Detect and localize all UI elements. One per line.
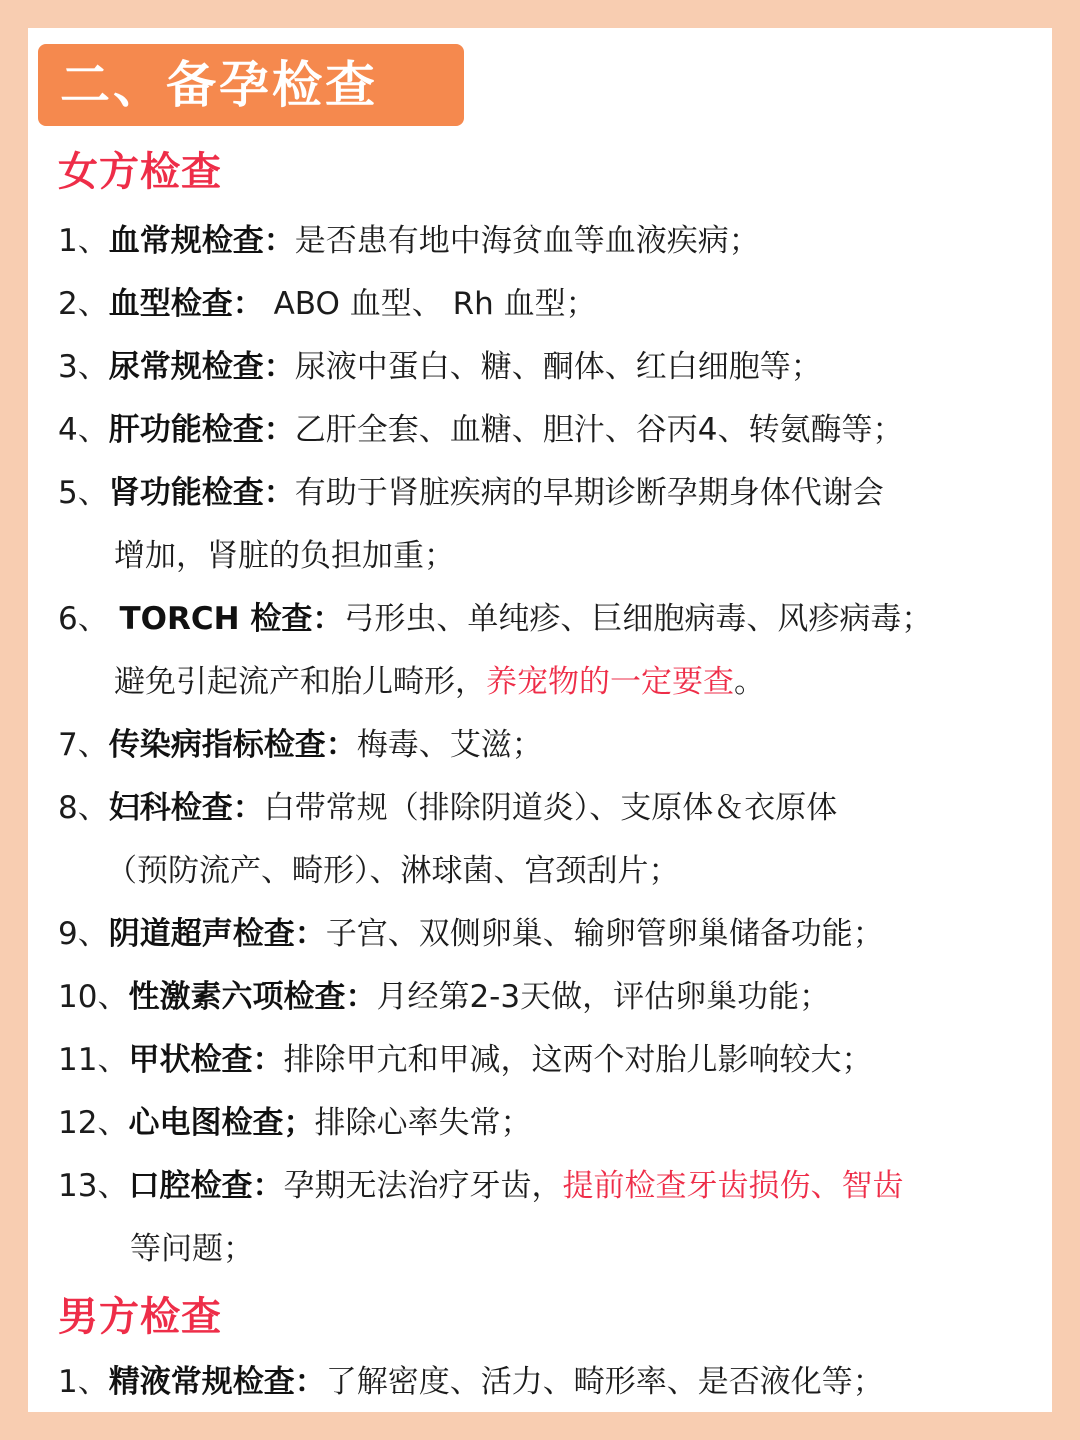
- item-description: 排除心率失常；: [314, 1105, 532, 1141]
- item-label: TORCH 检查：: [108, 601, 344, 637]
- item-number: 1、: [58, 223, 109, 259]
- list-item: [58, 219, 760, 263]
- item-description-end: 。: [734, 664, 765, 700]
- item-label: 妇科检查：: [108, 790, 264, 826]
- item-label: 血型检查：: [108, 286, 264, 322]
- item-description: 白带常规（排除阴道炎）、支原体＆衣原体: [263, 790, 838, 826]
- item-description: 尿液中蛋白、糖、酮体、红白细胞等；: [294, 349, 822, 385]
- content-card: [28, 28, 1052, 1412]
- item-number: 3、: [58, 349, 109, 385]
- item-description: 月经第2-3天做，评估卵巢功能；: [376, 979, 831, 1015]
- item-number: 2、: [58, 286, 109, 322]
- item-label: 性激素六项检查：: [128, 979, 377, 1015]
- item-label: 传染病指标检查：: [108, 727, 357, 763]
- item-description: 有助于肾脏疾病的早期诊断孕期身体代谢会: [294, 475, 884, 511]
- list-item: [58, 471, 884, 515]
- list-item: [58, 597, 932, 641]
- item-label: 精液常规检查：: [108, 1364, 326, 1400]
- item-number: 11、: [58, 1042, 129, 1078]
- item-description: 排除甲亢和甲减，这两个对胎儿影响较大；: [283, 1042, 873, 1078]
- item-label: 甲状检查：: [128, 1042, 284, 1078]
- item-description: 子宫、双侧卵巢、输卵管卵巢储备功能；: [325, 916, 884, 952]
- list-item: [58, 282, 597, 326]
- item-number: 5、: [58, 475, 109, 511]
- highlight-text: 提前检查牙齿损伤、智齿: [562, 1168, 904, 1204]
- item-label: 肾功能检查：: [108, 475, 295, 511]
- list-item: [58, 975, 830, 1019]
- item-label: 心电图检查；: [128, 1105, 315, 1141]
- list-item: [58, 912, 884, 956]
- list-item: [58, 1038, 872, 1082]
- item-description: 避免引起流产和胎儿畸形，: [114, 664, 486, 700]
- item-label: 尿常规检查：: [108, 349, 295, 385]
- item-description: 孕期无法治疗牙齿，: [283, 1168, 563, 1204]
- list-item: [58, 345, 822, 389]
- item-number: 1、: [58, 1364, 109, 1400]
- highlight-text: 养宠物的一定要查: [486, 664, 734, 700]
- item-label: 血常规检查：: [108, 223, 295, 259]
- item-number: 10、: [58, 979, 129, 1015]
- item-description: 了解密度、活力、畸形率、是否液化等；: [325, 1364, 884, 1400]
- item-number: 12、: [58, 1105, 129, 1141]
- item-continuation: 等问题；: [130, 1231, 254, 1267]
- list-item: [58, 1360, 884, 1404]
- list-item: [58, 723, 543, 767]
- item-description: ABO 血型、 Rh 血型；: [263, 286, 597, 322]
- item-description: 弓形虫、单纯疹、巨细胞病毒、风疹病毒；: [343, 601, 933, 637]
- item-label: 口腔检查：: [128, 1168, 284, 1204]
- item-number: 9、: [58, 916, 109, 952]
- list-item: [58, 786, 837, 830]
- item-number: 13、: [58, 1168, 129, 1204]
- list-item: [58, 1101, 531, 1145]
- item-description: 乙肝全套、血糖、胆汁、谷丙4、转氨酶等；: [294, 412, 904, 448]
- male-heading: 男方检查: [58, 1294, 222, 1340]
- item-description: 是否患有地中海贫血等血液疾病；: [294, 223, 760, 259]
- item-number: 6、: [58, 601, 109, 637]
- section-banner: [38, 44, 464, 126]
- banner-title: 二、备孕检查: [60, 56, 378, 114]
- item-number: 4、: [58, 412, 109, 448]
- female-heading: 女方检查: [58, 149, 222, 195]
- list-item: [58, 1164, 903, 1208]
- item-continuation: （预防流产、畸形）、淋球菌、宫颈刮片；: [106, 853, 680, 889]
- item-description: 梅毒、艾滋；: [356, 727, 543, 763]
- item-continuation: 增加，肾脏的负担加重；: [114, 538, 455, 574]
- item-number: 7、: [58, 727, 109, 763]
- item-continuation: [114, 660, 765, 704]
- item-label: 肝功能检查：: [108, 412, 295, 448]
- list-item: [58, 408, 903, 452]
- item-label: 阴道超声检查：: [108, 916, 326, 952]
- item-number: 8、: [58, 790, 109, 826]
